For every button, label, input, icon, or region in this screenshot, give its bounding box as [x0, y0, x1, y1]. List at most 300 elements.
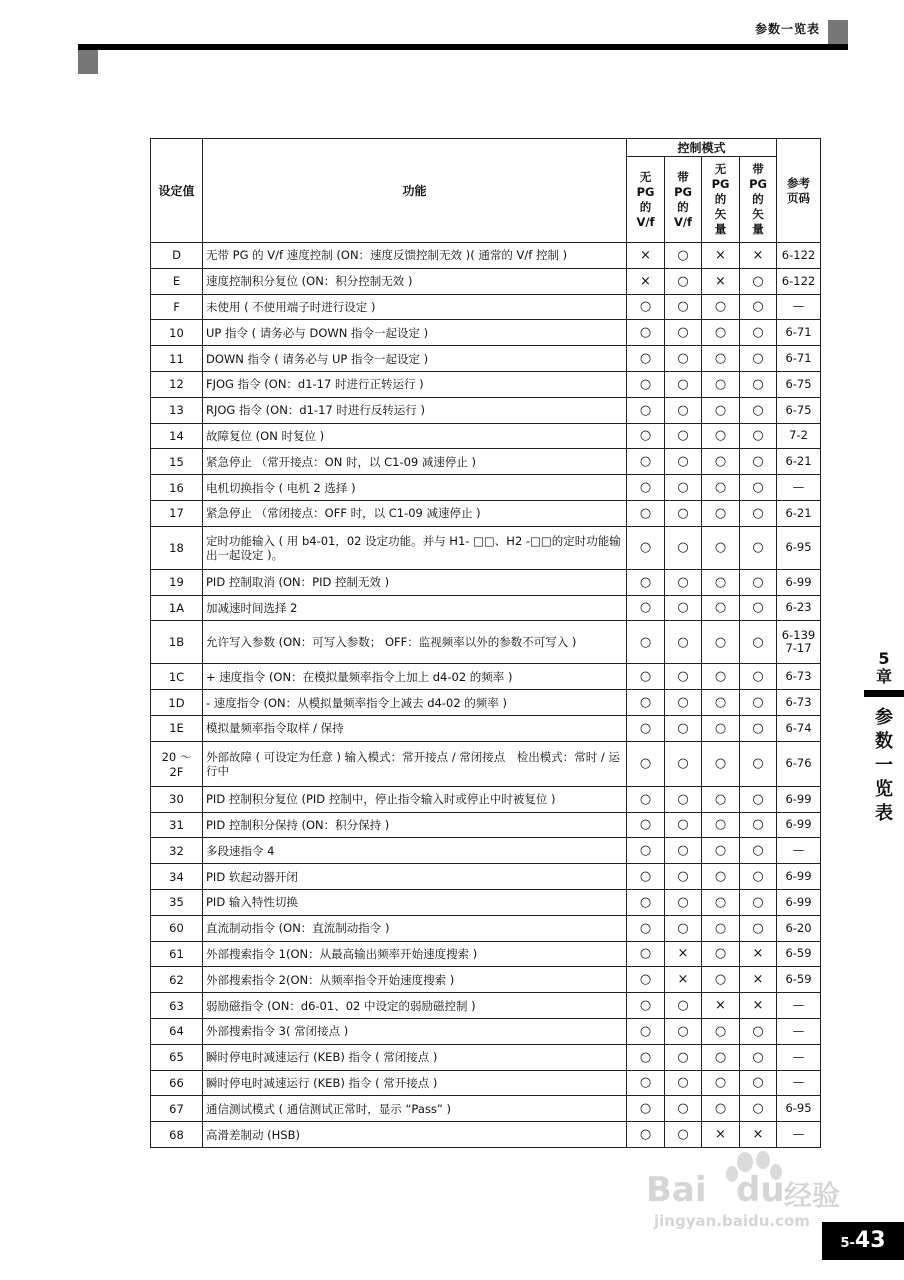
mode-header-char: 量	[714, 222, 727, 236]
reference-page: 6-99	[777, 812, 821, 838]
chapter-title-char: 数	[875, 731, 893, 752]
mode-mark: ○	[740, 268, 777, 294]
mode-mark: ○	[740, 838, 777, 864]
mode-mark: ○	[740, 449, 777, 475]
mode-header-char: 矢	[714, 207, 727, 221]
setting-value: E	[151, 268, 203, 294]
setting-value: 15	[151, 449, 203, 475]
function-description: 通信测试模式 ( 通信测试正常时，显示 “Pass” )	[203, 1096, 627, 1122]
table-row	[151, 268, 821, 294]
reference-page: 6-139 7-17	[777, 621, 821, 664]
mode-mark: ○	[740, 500, 777, 526]
setting-value: F	[151, 294, 203, 320]
reference-page: 6-122	[777, 268, 821, 294]
mode-mark: ○	[740, 569, 777, 595]
mode-mark: ○	[702, 864, 740, 890]
col-header-setting: 设定值	[151, 139, 203, 243]
mode-mark: ○	[702, 371, 740, 397]
mode-mark: ○	[702, 320, 740, 346]
reference-page: 6-95	[777, 526, 821, 569]
mode-mark: ×	[740, 243, 777, 269]
mode-mark: ○	[665, 786, 702, 812]
mode-mark: ○	[665, 346, 702, 372]
mode-header-char: 无	[639, 169, 652, 184]
mode-mark: ○	[665, 690, 702, 716]
mode-mark: ○	[627, 690, 665, 716]
table-row	[151, 449, 821, 475]
mode-mark: ○	[627, 889, 665, 915]
mode-mark: ○	[740, 864, 777, 890]
chapter-tab	[864, 650, 904, 686]
function-description: 外部故障 ( 可设定为任意 ) 输入模式：常开接点 / 常闭接点 检出模式：常时 / 运行中	[203, 741, 627, 786]
mode-header-char: 量	[752, 222, 764, 236]
mode-mark: ○	[627, 915, 665, 941]
mode-header-char: 带	[752, 162, 764, 176]
mode-mark: ○	[665, 1122, 702, 1148]
mode-mark: ○	[627, 941, 665, 967]
page-number-box	[822, 1222, 904, 1260]
table-row	[151, 371, 821, 397]
mode-mark: ○	[665, 741, 702, 786]
function-description: 加减速时间选择 2	[203, 595, 627, 621]
reference-page: 7-2	[777, 423, 821, 449]
mode-header-char: 矢	[752, 207, 764, 221]
setting-value: 10	[151, 320, 203, 346]
watermark-cn: 经验	[784, 1179, 841, 1212]
setting-value: 32	[151, 838, 203, 864]
mode-mark: ×	[627, 268, 665, 294]
mode-mark: ○	[627, 1070, 665, 1096]
mode-mark: ○	[627, 346, 665, 372]
setting-value: 65	[151, 1044, 203, 1070]
function-description: UP 指令 ( 请务必与 DOWN 指令一起设定 )	[203, 320, 627, 346]
mode-mark: ○	[740, 475, 777, 501]
mode-mark: ○	[665, 1096, 702, 1122]
mode-mark: ○	[665, 838, 702, 864]
table-row	[151, 664, 821, 690]
chapter-title-char: 一	[875, 755, 893, 776]
mode-mark: ○	[665, 268, 702, 294]
mode-mark: ○	[665, 812, 702, 838]
mode-mark: ○	[702, 595, 740, 621]
table-row	[151, 500, 821, 526]
function-description: PID 输入特性切换	[203, 889, 627, 915]
mode-mark: ○	[740, 371, 777, 397]
setting-value: 62	[151, 967, 203, 993]
reference-page: 6-76	[777, 741, 821, 786]
table-row	[151, 838, 821, 864]
setting-value: 19	[151, 569, 203, 595]
mode-header-4	[740, 157, 777, 243]
mode-mark: ○	[665, 1018, 702, 1044]
table-row	[151, 1044, 821, 1070]
reference-page: 6-99	[777, 889, 821, 915]
reference-page: 6-99	[777, 786, 821, 812]
setting-value: 18	[151, 526, 203, 569]
mode-mark: ○	[665, 715, 702, 741]
mode-mark: ×	[665, 941, 702, 967]
page-header-title: 参数一览表	[754, 22, 820, 36]
mode-mark: ×	[702, 1122, 740, 1148]
setting-value: 31	[151, 812, 203, 838]
mode-header-char: 的	[752, 192, 764, 206]
chapter-title-char: 表	[875, 803, 893, 824]
setting-value: 66	[151, 1070, 203, 1096]
reference-page: 6-95	[777, 1096, 821, 1122]
function-description: 瞬时停电时减速运行 (KEB) 指令 ( 常闭接点 )	[203, 1044, 627, 1070]
reference-page: 6-73	[777, 664, 821, 690]
mode-mark: ○	[740, 526, 777, 569]
reference-page: 6-21	[777, 449, 821, 475]
mode-mark: ○	[702, 741, 740, 786]
mode-mark: ○	[665, 500, 702, 526]
table-row	[151, 967, 821, 993]
mode-mark: ×	[702, 243, 740, 269]
mode-mark: ○	[665, 449, 702, 475]
reference-page: 6-71	[777, 346, 821, 372]
mode-mark: ○	[665, 595, 702, 621]
mode-mark: ○	[627, 294, 665, 320]
mode-mark: ○	[740, 690, 777, 716]
mode-header-1	[627, 157, 665, 243]
setting-value: 64	[151, 1018, 203, 1044]
table-row	[151, 397, 821, 423]
function-description: 外部搜索指令 2(ON：从频率指令开始速度搜索 )	[203, 967, 627, 993]
reference-page: 6-99	[777, 569, 821, 595]
chapter-title-char: 参	[875, 707, 893, 728]
reference-page: —	[777, 1122, 821, 1148]
mode-mark: ○	[627, 1096, 665, 1122]
mode-mark: ○	[702, 915, 740, 941]
reference-page: 6-71	[777, 320, 821, 346]
mode-mark: ×	[740, 993, 777, 1019]
mode-mark: ×	[740, 967, 777, 993]
mode-mark: ○	[665, 664, 702, 690]
reference-page: —	[777, 294, 821, 320]
mode-mark: ○	[740, 346, 777, 372]
mode-mark: ○	[627, 500, 665, 526]
mode-header-char: V/f	[673, 214, 693, 229]
setting-value: 35	[151, 889, 203, 915]
reference-page: 6-59	[777, 967, 821, 993]
mode-mark: ○	[627, 664, 665, 690]
mode-mark: ○	[665, 864, 702, 890]
mode-mark: ○	[665, 475, 702, 501]
reference-page: —	[777, 993, 821, 1019]
reference-page: 6-75	[777, 371, 821, 397]
mode-mark: ○	[627, 621, 665, 664]
mode-mark: ○	[665, 526, 702, 569]
mode-mark: ○	[702, 449, 740, 475]
table-row	[151, 423, 821, 449]
function-description: 外部搜索指令 3( 常闭接点 )	[203, 1018, 627, 1044]
mode-mark: ○	[740, 397, 777, 423]
mode-mark: ○	[627, 864, 665, 890]
mode-mark: ○	[702, 1044, 740, 1070]
table-row	[151, 621, 821, 664]
setting-value: 17	[151, 500, 203, 526]
setting-value: 34	[151, 864, 203, 890]
page-number-prefix: 5-	[840, 1236, 855, 1251]
setting-value: 16	[151, 475, 203, 501]
mode-mark: ×	[702, 268, 740, 294]
mode-mark: ○	[702, 889, 740, 915]
setting-value: 67	[151, 1096, 203, 1122]
function-description: PID 控制取消 (ON：PID 控制无效 )	[203, 569, 627, 595]
reference-page: 6-122	[777, 243, 821, 269]
mode-mark: ○	[665, 243, 702, 269]
chapter-number: 5	[878, 649, 890, 668]
function-description: 高滑差制动 (HSB)	[203, 1122, 627, 1148]
mode-mark: ○	[702, 397, 740, 423]
col-header-reference	[777, 139, 821, 243]
reference-page: 6-99	[777, 864, 821, 890]
function-description: 多段速指令 4	[203, 838, 627, 864]
mode-mark: ○	[702, 1018, 740, 1044]
mode-mark: ○	[665, 371, 702, 397]
mode-mark: ○	[627, 371, 665, 397]
col-header-function: 功能	[203, 139, 627, 243]
watermark-paw-text: du	[736, 1170, 785, 1210]
mode-mark: ○	[665, 915, 702, 941]
mode-mark: ○	[702, 715, 740, 741]
mode-mark: ○	[702, 621, 740, 664]
mode-header-char: PG	[636, 184, 655, 199]
mode-mark: ○	[627, 449, 665, 475]
table-row	[151, 941, 821, 967]
chapter-unit: 章	[875, 667, 892, 686]
function-description: 直流制动指令 (ON：直流制动指令 )	[203, 915, 627, 941]
mode-header-char: PG	[749, 177, 767, 191]
function-description: RJOG 指令 (ON：d1-17 时进行反转运行 )	[203, 397, 627, 423]
baidu-watermark	[640, 1140, 850, 1230]
mode-mark: ○	[740, 595, 777, 621]
setting-value: 13	[151, 397, 203, 423]
mode-mark: ○	[702, 786, 740, 812]
function-description: 紧急停止 （常开接点：ON 时，以 C1-09 减速停止 )	[203, 449, 627, 475]
setting-value: 68	[151, 1122, 203, 1148]
mode-mark: ○	[702, 838, 740, 864]
reference-page: —	[777, 1018, 821, 1044]
mode-mark: ○	[740, 1018, 777, 1044]
mode-mark: ○	[740, 423, 777, 449]
mode-mark: ○	[627, 993, 665, 1019]
table-row	[151, 475, 821, 501]
mode-mark: ○	[702, 475, 740, 501]
mode-mark: ○	[740, 320, 777, 346]
header-left-block	[78, 50, 98, 74]
reference-page: 6-74	[777, 715, 821, 741]
mode-mark: ○	[702, 569, 740, 595]
mode-mark: ×	[740, 941, 777, 967]
mode-mark: ○	[740, 715, 777, 741]
watermark-brand: Bai	[646, 1170, 707, 1210]
function-description: 无带 PG 的 V/f 速度控制 (ON：速度反馈控制无效 )( 通常的 V/f 控制 )	[203, 243, 627, 269]
mode-header-2	[665, 157, 702, 243]
mode-mark: ○	[740, 1044, 777, 1070]
table-row	[151, 595, 821, 621]
mode-header-char: 的	[677, 199, 689, 214]
mode-mark: ○	[627, 786, 665, 812]
mode-header-char: PG	[674, 184, 692, 199]
reference-page: 6-21	[777, 500, 821, 526]
function-description: 弱励磁指令 (ON：d6-01、02 中设定的弱励磁控制 )	[203, 993, 627, 1019]
table-row	[151, 569, 821, 595]
reference-page: —	[777, 838, 821, 864]
watermark-url: jingyan.baidu.com	[654, 1212, 810, 1230]
reference-page: —	[777, 475, 821, 501]
mode-mark: ○	[740, 741, 777, 786]
mode-mark: ○	[627, 838, 665, 864]
table-row	[151, 243, 821, 269]
mode-header-char: PG	[711, 177, 730, 191]
mode-header-3	[702, 157, 740, 243]
function-description: PID 软起动器开闭	[203, 864, 627, 890]
page-number-value: 43	[854, 1228, 886, 1253]
setting-value: 20 ～ 2F	[151, 741, 203, 786]
mode-mark: ○	[702, 941, 740, 967]
mode-mark: ○	[665, 889, 702, 915]
mode-mark: ○	[702, 500, 740, 526]
mode-mark: ○	[627, 595, 665, 621]
table-row	[151, 786, 821, 812]
function-description: 未使用 ( 不使用端子时进行设定 )	[203, 294, 627, 320]
mode-mark: ×	[702, 993, 740, 1019]
function-description: + 速度指令 (ON：在模拟量频率指令上加上 d4-02 的频率 )	[203, 664, 627, 690]
function-description: 模拟量频率指令取样 / 保持	[203, 715, 627, 741]
mode-mark: ○	[627, 812, 665, 838]
mode-header-char: 带	[677, 169, 689, 184]
setting-value: 14	[151, 423, 203, 449]
mode-mark: ○	[702, 526, 740, 569]
reference-page: —	[777, 1044, 821, 1070]
mode-mark: ○	[627, 1018, 665, 1044]
table-row	[151, 889, 821, 915]
setting-value: 60	[151, 915, 203, 941]
function-description: 瞬时停电时减速运行 (KEB) 指令 ( 常开接点 )	[203, 1070, 627, 1096]
reference-page: 6-75	[777, 397, 821, 423]
mode-mark: ○	[627, 1044, 665, 1070]
mode-mark: ○	[665, 423, 702, 449]
mode-mark: ○	[702, 812, 740, 838]
table-row	[151, 993, 821, 1019]
mode-mark: ○	[702, 294, 740, 320]
mode-mark: ○	[627, 526, 665, 569]
function-description: PID 控制积分复位 (PID 控制中，停止指令输入时或停止中时被复位 )	[203, 786, 627, 812]
mode-mark: ○	[627, 423, 665, 449]
mode-mark: ○	[627, 741, 665, 786]
setting-value: 61	[151, 941, 203, 967]
table-row	[151, 741, 821, 786]
reference-page: —	[777, 1070, 821, 1096]
setting-value: D	[151, 243, 203, 269]
table-row	[151, 1070, 821, 1096]
function-description: DOWN 指令 ( 请务必与 UP 指令一起设定 )	[203, 346, 627, 372]
setting-value: 63	[151, 993, 203, 1019]
mode-mark: ○	[627, 1122, 665, 1148]
mode-mark: ○	[665, 569, 702, 595]
table-row	[151, 864, 821, 890]
mode-mark: ○	[665, 320, 702, 346]
table-row	[151, 320, 821, 346]
setting-value: 1A	[151, 595, 203, 621]
mode-header-char: 无	[714, 162, 727, 176]
function-description: 允许写入参数 (ON：可写入参数； OFF：监视频率以外的参数不可写入 )	[203, 621, 627, 664]
mode-mark: ○	[740, 1096, 777, 1122]
mode-mark: ○	[627, 320, 665, 346]
mode-mark: ○	[665, 397, 702, 423]
table-row	[151, 915, 821, 941]
mode-mark: ×	[627, 243, 665, 269]
chapter-title-char: 览	[875, 779, 893, 800]
reference-page: 6-23	[777, 595, 821, 621]
ref-header-line: 参考	[787, 175, 811, 190]
table-row	[151, 294, 821, 320]
function-description: - 速度指令 (ON：从模拟量频率指令上减去 d4-02 的频率 )	[203, 690, 627, 716]
chapter-title	[864, 706, 904, 826]
mode-mark: ○	[702, 1096, 740, 1122]
mode-mark: ○	[740, 786, 777, 812]
function-description: 故障复位 (ON 时复位 )	[203, 423, 627, 449]
mode-mark: ○	[702, 690, 740, 716]
mode-mark: ○	[665, 294, 702, 320]
mode-mark: ○	[702, 346, 740, 372]
mode-mark: ○	[740, 1070, 777, 1096]
table-row	[151, 1096, 821, 1122]
reference-page: 6-59	[777, 941, 821, 967]
mode-mark: ○	[627, 715, 665, 741]
function-description: 电机切换指令 ( 电机 2 选择 )	[203, 475, 627, 501]
mode-mark: ○	[665, 621, 702, 664]
function-description: 紧急停止 （常闭接点：OFF 时，以 C1-09 减速停止 )	[203, 500, 627, 526]
table-row	[151, 526, 821, 569]
function-description: 速度控制积分复位 (ON：积分控制无效 )	[203, 268, 627, 294]
mode-mark: ○	[665, 993, 702, 1019]
table-row	[151, 346, 821, 372]
function-description: 外部搜索指令 1(ON：从最高输出频率开始速度搜索 )	[203, 941, 627, 967]
mode-mark: ○	[665, 1070, 702, 1096]
mode-mark: ○	[740, 915, 777, 941]
function-description: FJOG 指令 (ON：d1-17 时进行正转运行 )	[203, 371, 627, 397]
mode-header-char: 的	[714, 192, 727, 206]
setting-value: 1E	[151, 715, 203, 741]
mode-mark: ×	[740, 1122, 777, 1148]
mode-mark: ○	[702, 664, 740, 690]
mode-mark: ○	[740, 294, 777, 320]
mode-mark: ○	[702, 1070, 740, 1096]
table-row	[151, 715, 821, 741]
chapter-rule	[864, 690, 904, 697]
parameter-table	[150, 138, 821, 1148]
reference-page: 6-73	[777, 690, 821, 716]
header-rule	[78, 44, 848, 50]
mode-mark: ○	[627, 397, 665, 423]
mode-mark: ○	[627, 967, 665, 993]
table-row	[151, 690, 821, 716]
mode-mark: ×	[665, 967, 702, 993]
mode-mark: ○	[740, 664, 777, 690]
mode-mark: ○	[702, 967, 740, 993]
mode-mark: ○	[665, 1044, 702, 1070]
mode-mark: ○	[740, 812, 777, 838]
setting-value: 1C	[151, 664, 203, 690]
mode-mark: ○	[627, 569, 665, 595]
function-description: PID 控制积分保持 (ON：积分保持 )	[203, 812, 627, 838]
mode-mark: ○	[740, 889, 777, 915]
mode-mark: ○	[740, 621, 777, 664]
reference-page: 6-20	[777, 915, 821, 941]
setting-value: 11	[151, 346, 203, 372]
